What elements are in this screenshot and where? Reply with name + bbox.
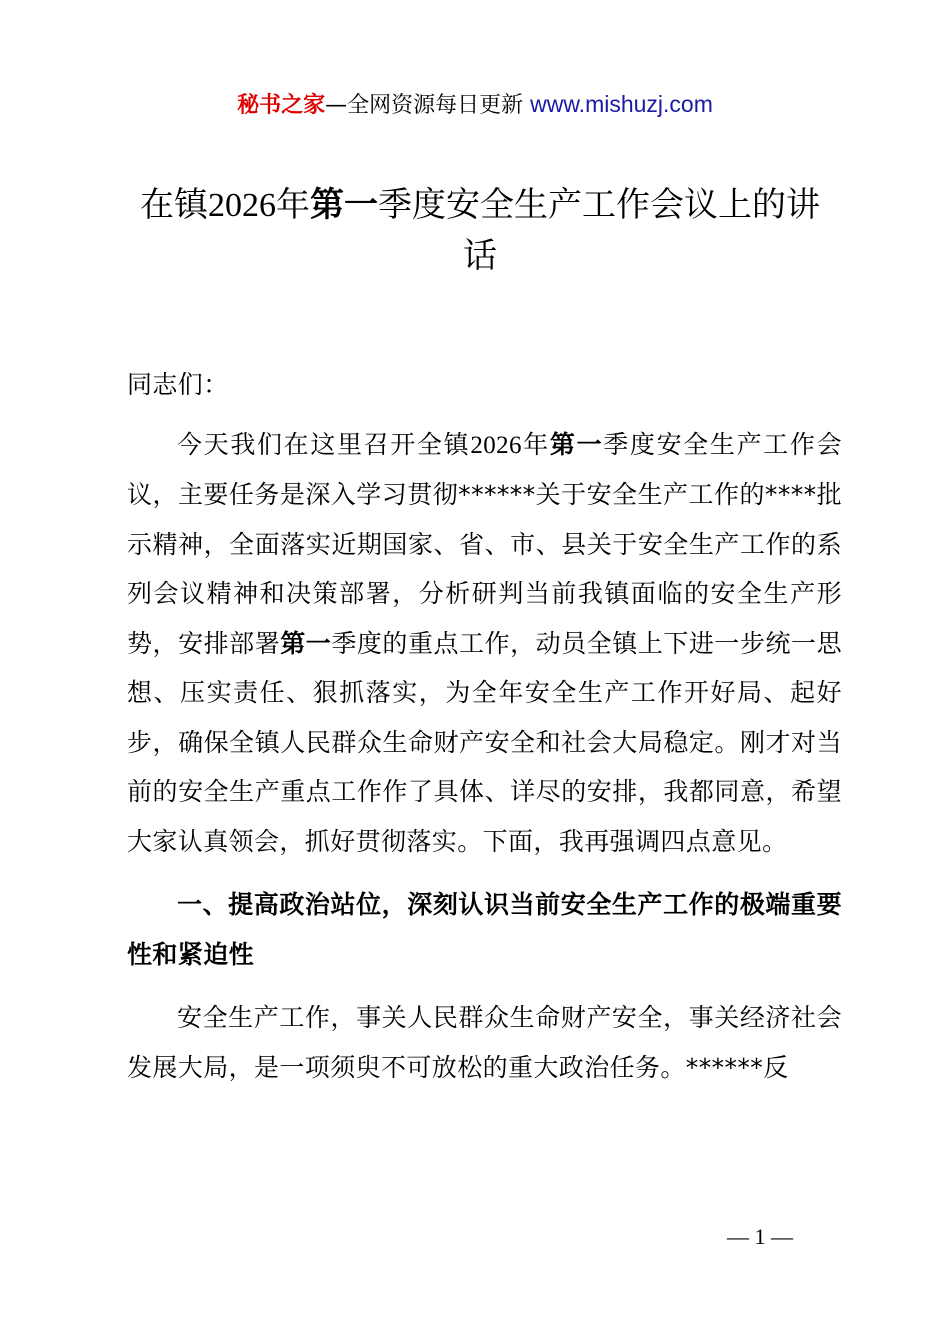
document-title xyxy=(125,180,835,281)
para1-text-c: 季度安全生产工作会议，主要任务是深入学习贯彻******关于安全生产工作的****批示精神，全面落实近期国家、省、市、县关于安全生产工作的系列会议精神和决策部署，分析研判当前我镇面临的安全生产形势，安排部署 xyxy=(127,429,842,658)
para1-bold-2: 第一 xyxy=(280,628,332,658)
banner-tagline: —全网资源每日更新 xyxy=(325,93,531,118)
para1-year: 2026 xyxy=(470,431,522,459)
para1-text-b: 年 xyxy=(521,429,550,459)
paragraph-section-1: 安全生产工作，事关人民群众生命财产安全，事关经济社会发展大局，是一项须臾不可放松的重大政治任务。******反 xyxy=(127,1003,842,1082)
paragraph-intro xyxy=(127,420,842,867)
page-number: — 1 — xyxy=(727,1224,793,1249)
title-text-2: 年 xyxy=(276,185,310,225)
title-bold-text: 第一 xyxy=(310,185,378,225)
section-heading-1: 一、提高政治站位，深刻认识当前安全生产工作的极端重要性和紧迫性 xyxy=(127,890,842,969)
document-body xyxy=(127,360,842,1092)
title-text-3: 季度安全生产工作会议上的讲话 xyxy=(378,185,820,276)
title-text-1: 在镇 xyxy=(140,185,208,225)
para1-bold-1: 第一 xyxy=(549,429,604,459)
para1-text-d: 季度的重点工作，动员全镇上下进一步统一思想、压实责任、狠抓落实，为全年安全生产工作开好局、起好步，确保全镇人民群众生命财产安全和社会大局稳定。刚才对当前的安全生产重点工作作了具体、详尽的安排，我都同意，希望大家认真领会，抓好贯彻落实。下面，我再强调四点意见。 xyxy=(127,628,842,856)
salutation: 同志们： xyxy=(127,370,229,399)
para1-text-a: 今天我们在这里召开全镇 xyxy=(177,429,471,459)
title-year: 2026 xyxy=(208,187,276,224)
site-banner xyxy=(0,88,950,122)
site-url-link[interactable]: www.mishuzj.com xyxy=(530,91,713,117)
brand-name: 秘书之家 xyxy=(237,93,326,118)
